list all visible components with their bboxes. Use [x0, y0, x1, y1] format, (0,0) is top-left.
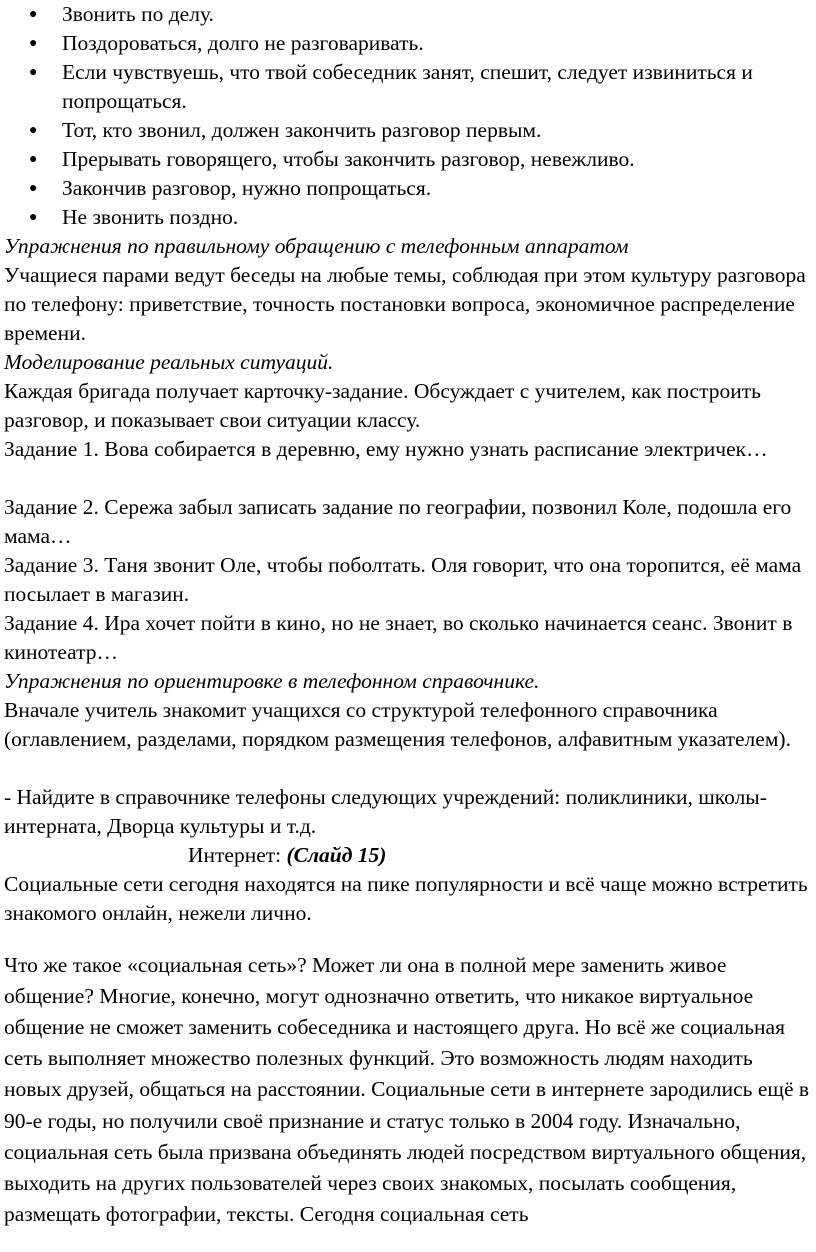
- bullet-icon: ●: [29, 36, 38, 51]
- paragraph-social-networks: Что же такое «социальная сеть»? Может ли она в полной мере заменить живое общение? Многие, конечно, могут однозначно ответить, что никакое виртуальное общение не сможет заменить собеседника и настоящего друга. Но всё же социальная сеть выполняет множество полезных функций. Это возможность людям находить новых друзей, общаться на расстоянии. Социальные сети в интернете зародились ещё в 90-е годы, но получили своё признание и статус только в 2004 году. Изначально, социальная сеть была призвана объединять людей посредством виртуального общения, выходить на других пользователей через своих знакомых, посылать сообщения, размещать фотографии, тексты. Сегодня социальная сеть: [4, 952, 810, 1227]
- list-item: ● Тот, кто звонил, должен закончить разговор первым.: [0, 116, 816, 145]
- task-4: Задание 4. Ира хочет пойти в кино, но не знает, во сколько начинается сеанс. Звонит в кинотеатр…: [4, 611, 793, 664]
- section-heading-directory: Упражнения по ориентировке в телефонном справочнике.: [4, 669, 540, 693]
- paragraph-social-networks-intro: Социальные сети сегодня находятся на пике популярности и всё чаще можно встретить знакомого онлайн, нежели лично.: [4, 872, 808, 925]
- bullet-icon: ●: [29, 65, 38, 80]
- bullet-icon: ●: [29, 181, 38, 196]
- bullet-icon: ●: [29, 123, 38, 138]
- list-item: ● Поздороваться, долго не разговаривать.: [0, 29, 816, 58]
- paragraph-modeling-intro: Каждая бригада получает карточку-задание. Обсуждает с учителем, как построить разговор, и показывает свои ситуации классу.: [4, 379, 761, 432]
- bullet-icon: ●: [29, 210, 38, 225]
- paragraph-directory-task: - Найдите в справочнике телефоны следующих учреждений: поликлиники, школы-интерната, Дворца культуры и т.д.: [4, 785, 767, 838]
- list-item: ● Закончив разговор, нужно попрощаться.: [0, 174, 816, 203]
- task-3: Задание 3. Таня звонит Оле, чтобы поболтать. Оля говорит, что она торопится, её мама посылает в магазин.: [4, 553, 802, 606]
- list-item: ● Прерывать говорящего, чтобы закончить разговор, невежливо.: [0, 145, 816, 174]
- paragraph-directory-intro: Вначале учитель знакомит учащихся со структурой телефонного справочника (оглавлением, разделами, порядком размещения телефонов, алфавитным указателем).: [4, 698, 791, 751]
- phone-rules-list: [0, 0, 816, 232]
- list-item: ● Не звонить поздно.: [0, 203, 816, 232]
- section-heading-modeling: Моделирование реальных ситуаций.: [4, 350, 334, 374]
- bullet-icon: ●: [29, 152, 38, 167]
- section-heading-phone-exercises: Упражнения по правильному обращению с телефонным аппаратом: [4, 234, 629, 258]
- internet-label: Интернет:: [188, 843, 287, 867]
- internet-heading: [188, 841, 386, 870]
- paragraph-phone-exercises: Учащиеся парами ведут беседы на любые темы, соблюдая при этом культуру разговора по телефону: приветствие, точность постановки вопроса, экономичное распределение времени.: [4, 263, 806, 345]
- task-1: Задание 1. Вова собирается в деревню, ему нужно узнать расписание электричек…: [4, 437, 768, 461]
- slide-reference: (Слайд 15): [286, 843, 387, 867]
- list-item: ● Если чувствуешь, что твой собеседник занят, спешит, следует извиниться и попрощаться.: [29, 60, 753, 113]
- bullet-icon: ●: [29, 7, 38, 22]
- list-item: ● Звонить по делу.: [0, 0, 816, 29]
- task-2: Задание 2. Сережа забыл записать задание по географии, позвонил Коле, подошла его мама…: [4, 495, 792, 548]
